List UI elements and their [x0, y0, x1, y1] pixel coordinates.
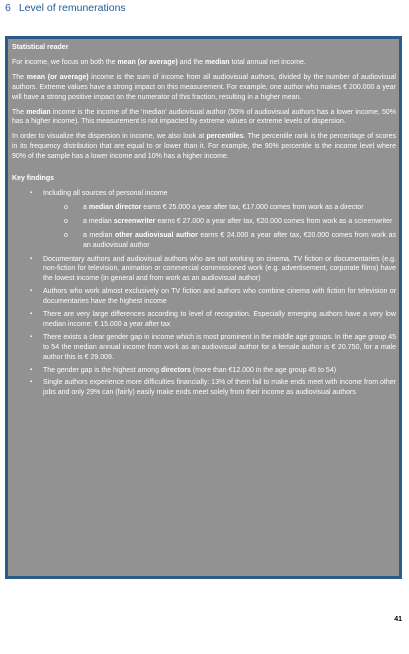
intro-paragraph-2: The mean (or average) income is the sum of income from all audiovisual authors, divided by the number of audiovisual authors. Extreme values have a strong impact on this measurement. For example, one author who makes € 200.000 a year will have a strong positive impact on the numerator of this fraction, resulting in a higher mean.: [12, 73, 396, 101]
intro-paragraph-4: In order to visualize the dispersion in income, we also look at percentiles. The percentile rank is the percentage of scores in its frequency distribution that are equal to or lower than it. For example, the 90% percentile is the income level where 90% of the sample has a lower income and 10% has a higher income.: [12, 133, 396, 161]
page-number: 41: [394, 616, 402, 623]
sub-findings-list: [43, 203, 396, 251]
sub-finding-item: o a median other audiovisual author earns € 24.000 a year after tax, €20.000 comes from work as an audiovisual author: [43, 231, 396, 251]
key-findings-list: [12, 189, 396, 398]
finding-item: ▪ Including all sources of personal income o a median director earns € 25.000 a year after tax, €17.000 comes from work as a director o a median screenwriter earns € 27.000 a year after tax, €20.000 comes from work as a screenwriter o a median other audiovisual author earns € 24.000 a year after tax, €20.000 comes from work as an audiovisual author: [12, 189, 396, 251]
finding-item: ▪ The gender gap is the highest among directors (more than €12.000 in the age group 45 to 54): [12, 366, 396, 376]
sub-finding-item: o a median director earns € 25.000 a year after tax, €17.000 comes from work as a director: [43, 203, 396, 213]
intro-paragraph-3: The median income is the income of the 'median' audiovisual author (50% of audiovisual authors has a lower income, 50% has a higher income). This measurement is not impacted by extreme values or extreme levels of dispersion.: [12, 108, 396, 126]
reader-title: Statistical reader: [12, 44, 69, 51]
section-title: Level of remunerations: [18, 2, 126, 14]
intro-paragraph-1: For income, we focus on both the mean (or average) and the median total annual net income.: [12, 58, 306, 66]
finding-item: ▪ There exists a clear gender gap in income which is most prominent in the middle age groups. In the age group 45 to 54 the median annual income from work as an audiovisual author for a female author is € 20.750, for a male author this is € 29.009.: [12, 333, 396, 363]
sub-finding-item: o a median screenwriter earns € 27.000 a year after tax, €20.000 comes from work as a screenwriter: [43, 217, 396, 227]
finding-item: ▪ Authors who work almost exclusively on TV fiction and authors who combine cinema with fiction for television or documentaries have the highest income: [12, 287, 396, 307]
key-findings-title: Key findings: [12, 175, 55, 183]
section-heading: [5, 2, 126, 14]
section-number: 6: [5, 2, 11, 14]
statistical-reader-box: [5, 36, 402, 579]
finding-item: ▪ Single authors experience more difficulties financially: 13% of them fail to make ends meet with income from other jobs and only 29% can (fairly) easily make ends meet solely from their income as audiovisual authors: [12, 378, 396, 398]
finding-item: ▪ Documentary authors and audiovisual authors who are not working on cinema, TV fiction or documentaries (e.g. non-fiction for television, animation or commercial commissioned work (e.g. advertisement, corporate films) have the lowest income (in general and from work as an audiovisual author): [12, 255, 396, 285]
finding-item: ▪ There are very large differences according to level of recognition. Especially emerging authors have a very low median income: € 15.000 a year after tax: [12, 310, 396, 330]
